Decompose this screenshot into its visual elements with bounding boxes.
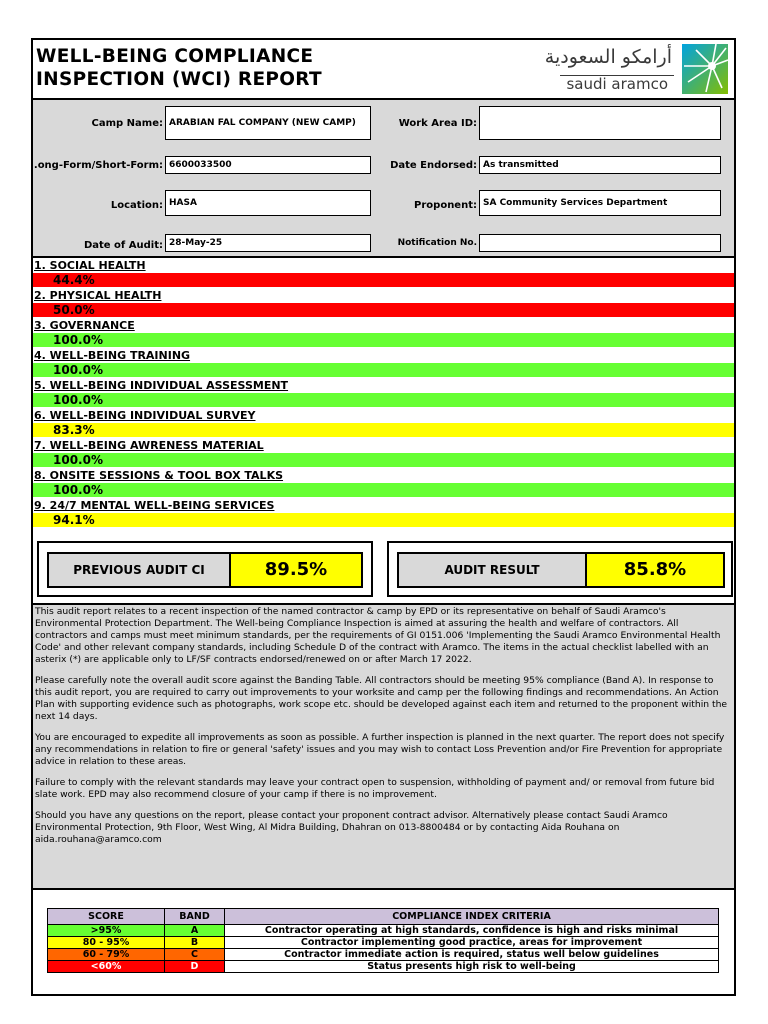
band-criteria-cell: Status presents high risk to well-being [225, 961, 719, 973]
section-name: 6. WELL-BEING INDIVIDUAL SURVEY [34, 409, 256, 422]
section-name: 8. ONSITE SESSIONS & TOOL BOX TALKS [34, 469, 284, 482]
report-header [33, 40, 734, 96]
camp-info-panel [33, 98, 734, 258]
section-name: 5. WELL-BEING INDIVIDUAL ASSESSMENT [34, 379, 289, 392]
notes-paragraph: Please carefully note the overall audit score against the Banding Table. All contractors should be meeting 95% compliance (Band A). In response to this audit report, you are required to carry out improvements to your worksite and camp per the following findings and recommendations. An Action Plan with supporting evidence such as photographs, work scope etc. should be developed against each item and returned to the proponent within the next 14 days. [35, 675, 728, 722]
section-row [33, 438, 734, 468]
logo-english-text: saudi aramco [560, 75, 674, 92]
audit-result-label: AUDIT RESULT [444, 563, 540, 577]
band-criteria-cell: Contractor immediate action is required, status well below guidelines [225, 949, 719, 961]
audit-result-box [387, 541, 733, 597]
table-row [48, 937, 719, 949]
section-row [33, 408, 734, 438]
band-criteria-cell: Contractor implementing good practice, areas for improvement [225, 937, 719, 949]
band-letter-cell: B [165, 937, 225, 949]
band-header: BAND [165, 909, 225, 925]
work-area-field [479, 106, 721, 140]
location-field: HASA [165, 190, 371, 216]
camp-name-label: Camp Name: [91, 118, 163, 129]
date-audit-field: 28-May-25 [165, 234, 371, 252]
date-audit-label: Date of Audit: [83, 240, 163, 251]
saudi-aramco-logo [530, 42, 730, 96]
work-area-label: Work Area ID: [398, 118, 477, 129]
band-score-cell: >95% [48, 925, 165, 937]
report-page [31, 38, 736, 996]
section-row [33, 318, 734, 348]
section-scores [33, 258, 734, 528]
lf-sf-label: .ong-Form/Short-Form: [33, 160, 163, 171]
previous-audit-value: 89.5% [229, 554, 361, 586]
section-score-bar: 100.0% [33, 483, 734, 497]
camp-name-field: ARABIAN FAL COMPANY (NEW CAMP) [165, 106, 371, 140]
section-row [33, 468, 734, 498]
section-name: 3. GOVERNANCE [34, 319, 135, 332]
report-notes [33, 603, 734, 890]
band-letter-cell: A [165, 925, 225, 937]
section-row [33, 498, 734, 528]
aramco-star-icon [682, 44, 728, 94]
section-name: 2. PHYSICAL HEALTH [34, 289, 162, 302]
audit-result-value: 85.8% [585, 554, 723, 586]
section-score-bar: 50.0% [33, 303, 734, 317]
section-score-bar: 100.0% [33, 333, 734, 347]
lf-sf-field: 6600033500 [165, 156, 371, 174]
proponent-label: Proponent: [414, 200, 477, 211]
section-score-bar: 44.4% [33, 273, 734, 287]
band-score-cell: <60% [48, 961, 165, 973]
section-score-bar: 83.3% [33, 423, 734, 437]
table-row [48, 949, 719, 961]
banding-table-header [48, 909, 719, 925]
table-row [48, 925, 719, 937]
band-score-cell: 80 - 95% [48, 937, 165, 949]
score-summary [33, 528, 734, 603]
date-endorsed-field: As transmitted [479, 156, 721, 174]
section-row [33, 348, 734, 378]
notes-paragraph: This audit report relates to a recent inspection of the named contractor & camp by EPD or its representative on behalf of Saudi Aramco's Environmental Protection Department. The Well-being Compliance Inspection is aimed at assuring the health and welfare of contractors. All contractors and camps must meet minimum standards, per the requirements of GI 0151.006 'Implementing the Saudi Aramco Environmental Health Code' and other relevant company standards, including Schedule D of the contract with Aramco. The items in the actual checklist labelled with an asterix (*) are applicable only to LF/SF contracts endorsed/renewed on or after March 17 2022. [35, 606, 721, 665]
band-criteria-cell: Contractor operating at high standards, confidence is high and risks minimal [225, 925, 719, 937]
band-letter-cell: C [165, 949, 225, 961]
logo-arabic-text: أرامكو السعودية [544, 46, 672, 68]
section-score-bar: 100.0% [33, 363, 734, 377]
section-row [33, 288, 734, 318]
section-name: 9. 24/7 MENTAL WELL-BEING SERVICES [34, 499, 275, 512]
previous-audit-label: PREVIOUS AUDIT CI [73, 563, 205, 577]
band-letter-cell: D [165, 961, 225, 973]
proponent-field: SA Community Services Department [479, 190, 721, 216]
notes-paragraph: Failure to comply with the relevant standards may leave your contract open to suspension, withholding of payment and/ or removal from future bid slate work. EPD may also recommend closure of your camp if there is no improvement. [35, 777, 715, 800]
notification-label: Notification No. [397, 238, 477, 248]
section-name: 1. SOCIAL HEALTH [34, 259, 146, 272]
report-title: WELL-BEING COMPLIANCE INSPECTION (WCI) REPORT [36, 46, 322, 90]
location-label: Location: [110, 200, 163, 211]
date-endorsed-label: Date Endorsed: [390, 160, 477, 171]
section-score-bar: 94.1% [33, 513, 734, 527]
band-score-cell: 60 - 79% [48, 949, 165, 961]
table-row [48, 961, 719, 973]
banding-table [47, 908, 719, 973]
previous-audit-box [37, 541, 373, 597]
score-header: SCORE [48, 909, 165, 925]
section-score-bar: 100.0% [33, 453, 734, 467]
notes-paragraph: Should you have any questions on the report, please contact your proponent contract advisor. Alternatively please contact Saudi Aramco Environmental Protection, 9th Floor, West Wing, Al Midra Building, Dhahran on 013-8800484 or by contacting Aida Rouhana on aida.rouhana@aramco.com [35, 810, 668, 845]
notification-field [479, 234, 721, 252]
section-score-bar: 100.0% [33, 393, 734, 407]
section-row [33, 378, 734, 408]
section-name: 7. WELL-BEING AWRENESS MATERIAL [34, 439, 264, 452]
section-name: 4. WELL-BEING TRAINING [34, 349, 191, 362]
section-row [33, 258, 734, 288]
notes-paragraph: You are encouraged to expedite all improvements as soon as possible. A further inspection is planned in the next quarter. The report does not specify any recommendations in relation to fire or general 'safety' issues and you may wish to contact Loss Prevention and/or Fire Prevention for appropriate advice in relation to these areas. [35, 732, 725, 767]
criteria-header: COMPLIANCE INDEX CRITERIA [225, 909, 719, 925]
